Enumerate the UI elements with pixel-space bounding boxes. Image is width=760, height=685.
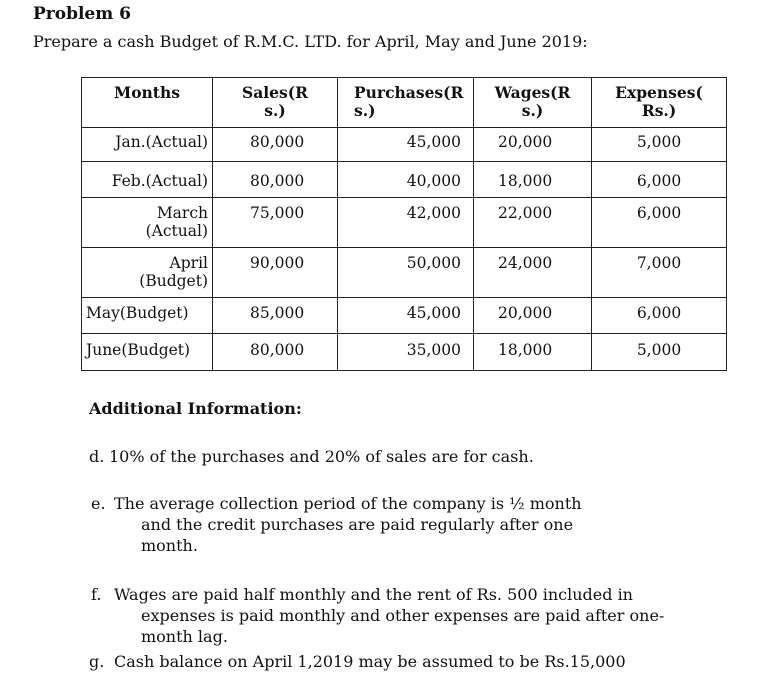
row-month: June(Budget)	[82, 334, 213, 371]
row-wages: 24,000	[474, 248, 592, 298]
note-label: f.	[91, 585, 102, 604]
header-wages-line1: Wages(R	[494, 83, 571, 102]
row-purchases: 40,000	[338, 162, 474, 198]
row-sales: 85,000	[213, 298, 338, 334]
header-expenses	[592, 78, 727, 128]
row-purchases: 35,000	[338, 334, 474, 371]
header-sales	[213, 78, 338, 128]
header-purchases	[338, 78, 474, 128]
row-expenses: 5,000	[592, 334, 727, 371]
note-line: Wages are paid half monthly and the rent of Rs. 500 included in	[114, 585, 633, 604]
row-wages: 20,000	[474, 298, 592, 334]
row-sales: 80,000	[213, 162, 338, 198]
note-line: month.	[141, 536, 198, 555]
header-wages	[474, 78, 592, 128]
row-month-line1: March	[156, 204, 208, 222]
row-month-line2: (Actual)	[145, 222, 208, 240]
row-sales: 80,000	[213, 334, 338, 371]
note-line: and the credit purchases are paid regularly after one	[141, 515, 574, 534]
row-month-line1: April	[169, 254, 208, 272]
problem-instruction: Prepare a cash Budget of R.M.C. LTD. for April, May and June 2019:	[33, 32, 588, 51]
header-expenses-line1: Expenses(	[615, 83, 703, 102]
table-row	[82, 162, 727, 198]
note-line: Cash balance on April 1,2019 may be assumed to be Rs.15,000	[114, 652, 626, 671]
row-expenses: 6,000	[592, 298, 727, 334]
note-line: The average collection period of the company is ½ month	[114, 494, 582, 513]
header-expenses-line2: Rs.)	[641, 101, 677, 120]
budget-table	[81, 77, 727, 371]
header-months: Months	[82, 78, 213, 128]
header-sales-line1: Sales(R	[242, 83, 308, 102]
row-month: May(Budget)	[82, 298, 213, 334]
row-sales: 75,000	[213, 198, 338, 248]
row-month	[82, 248, 213, 298]
row-month	[82, 198, 213, 248]
row-purchases: 42,000	[338, 198, 474, 248]
row-sales: 80,000	[213, 128, 338, 162]
row-wages: 22,000	[474, 198, 592, 248]
row-wages: 20,000	[474, 128, 592, 162]
row-month-line2: (Budget)	[139, 272, 208, 290]
row-expenses: 6,000	[592, 162, 727, 198]
table-row	[82, 298, 727, 334]
note-line: expenses is paid monthly and other expenses are paid after one-	[141, 606, 665, 625]
additional-info-heading: Additional Information:	[89, 399, 302, 418]
row-sales: 90,000	[213, 248, 338, 298]
table-row	[82, 128, 727, 162]
row-expenses: 7,000	[592, 248, 727, 298]
header-wages-line2: s.)	[521, 101, 544, 120]
note-label: d.	[89, 447, 105, 466]
note-line: month lag.	[141, 627, 228, 646]
note-label: g.	[89, 652, 105, 671]
row-purchases: 45,000	[338, 298, 474, 334]
row-expenses: 5,000	[592, 128, 727, 162]
table-header-row	[82, 78, 727, 128]
row-wages: 18,000	[474, 162, 592, 198]
table-row	[82, 334, 727, 371]
row-expenses: 6,000	[592, 198, 727, 248]
note-line: 10% of the purchases and 20% of sales are for cash.	[109, 447, 534, 466]
row-month: Jan.(Actual)	[82, 128, 213, 162]
table-row	[82, 198, 727, 248]
note-label: e.	[91, 494, 106, 513]
header-sales-line2: s.)	[264, 101, 286, 120]
header-purchases-line1: Purchases(R	[354, 83, 464, 102]
row-month: Feb.(Actual)	[82, 162, 213, 198]
problem-title: Problem 6	[33, 4, 131, 24]
row-purchases: 50,000	[338, 248, 474, 298]
header-purchases-line2: s.)	[354, 101, 376, 120]
row-purchases: 45,000	[338, 128, 474, 162]
table-row	[82, 248, 727, 298]
row-wages: 18,000	[474, 334, 592, 371]
